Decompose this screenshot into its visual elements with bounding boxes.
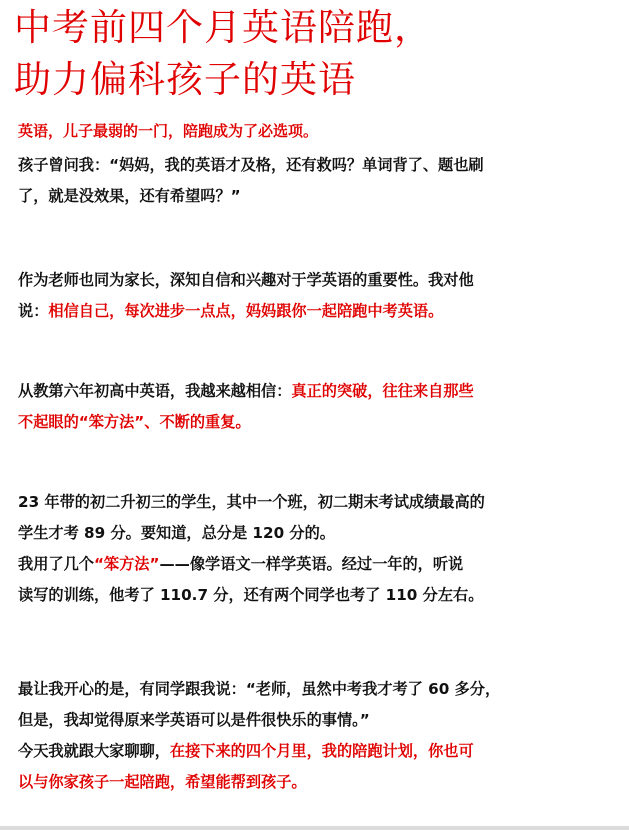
article-subtitle: 英语，儿子最弱的一门，陪跑成为了必选项。 — [18, 122, 319, 140]
article-title — [14, 2, 432, 106]
paragraph-child-question — [18, 150, 618, 212]
paragraph-teaching-belief — [18, 376, 618, 438]
p5-line-2: 但是，我却觉得原来学英语可以是件很快乐的事情。” — [18, 711, 370, 729]
title-line-1: 中考前四个月英语陪跑， — [14, 6, 432, 49]
p5-line-4-highlight: 以与你家孩子一起陪跑，希望能帮到孩子。 — [18, 773, 307, 791]
p3-line-2-highlight: 不起眼的“笨方法”、不断的重复。 — [18, 413, 251, 431]
p4-line-3-b: ——像学语文一样学英语。经过一年的，听说 — [159, 555, 464, 573]
bottom-divider — [0, 826, 629, 830]
p2-line-1: 作为老师也同为家长，深知自信和兴趣对于学英语的重要性。我对他 — [18, 271, 474, 289]
p3-line-1-plain: 从教第六年初高中英语，我越来越相信： — [18, 382, 292, 400]
p4-line-1: 23 年带的初二升初三的学生，其中一个班，初二期末考试成绩最高的 — [18, 493, 485, 511]
p4-line-3-highlight: “笨方法” — [93, 555, 160, 573]
p2-line-2-plain: 说： — [18, 302, 49, 320]
p1-line-1: 孩子曾问我：“妈妈，我的英语才及格，还有救吗？单词背了、题也刷 — [18, 156, 484, 174]
p2-line-2-highlight: 相信自己，每次进步一点点，妈妈跟你一起陪跑中考英语。 — [48, 302, 444, 320]
paragraph-parent-reply — [18, 265, 618, 327]
p1-line-2: 了，就是没效果，还有希望吗？” — [18, 187, 241, 205]
p5-line-3-plain: 今天我就跟大家聊聊， — [18, 742, 170, 760]
p3-line-1-highlight: 真正的突破，往往来自那些 — [291, 382, 474, 400]
p4-line-2: 学生才考 89 分。要知道，总分是 120 分的。 — [18, 524, 335, 542]
p5-line-3-highlight: 在接下来的四个月里，我的陪跑计划，你也可 — [169, 742, 474, 760]
p4-line-4: 读写的训练，他考了 110.7 分，还有两个同学也考了 110 分左右。 — [18, 586, 484, 604]
title-line-2: 助力偏科孩子的英语 — [14, 58, 356, 101]
paragraph-plan-intro — [18, 674, 618, 798]
p5-line-1: 最让我开心的是，有同学跟我说：“老师，虽然中考我才考了 60 多分， — [18, 680, 501, 698]
p4-line-3-a: 我用了几个 — [18, 555, 94, 573]
paragraph-student-results — [18, 487, 618, 611]
